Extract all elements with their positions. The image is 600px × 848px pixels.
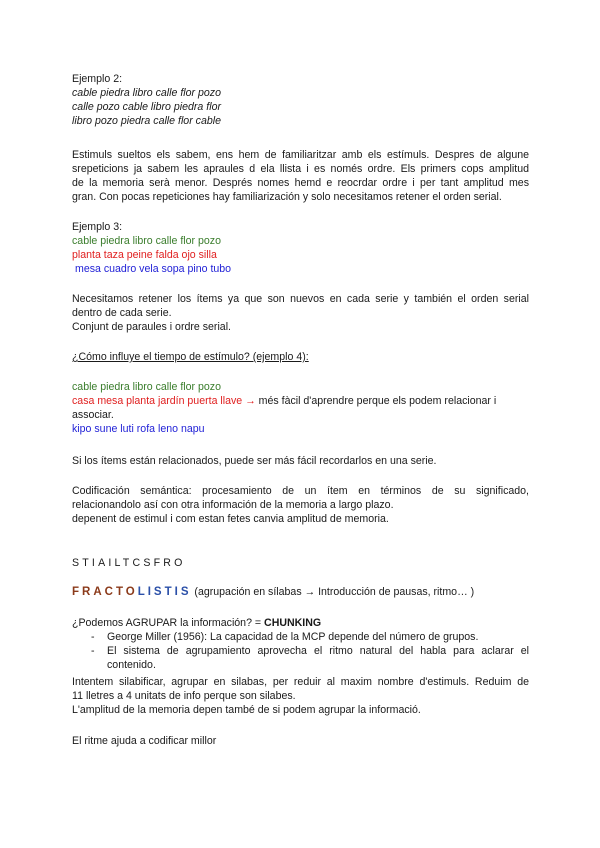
bullet-2-text: El sistema de agrupamiento aprovecha el ritmo natural del habla para aclarar el bbox=[107, 645, 529, 657]
bullet-dash-1: - bbox=[91, 631, 95, 643]
example2-line-3: libro pozo piedra calle flor cable bbox=[72, 115, 221, 127]
scrambled-letters: STIAILTCSFRO bbox=[72, 557, 186, 569]
bullet-1-text: George Miller (1956): La capacidad de la MCP depende del número de grupos. bbox=[107, 631, 479, 643]
para6: El ritme ajuda a codificar millor bbox=[72, 735, 217, 747]
para2-line-1: Necesitamos retener los ítems ya que son nuevos en cada serie y también el orden serial bbox=[72, 293, 529, 305]
para3: Si los ítems están relacionados, puede ser más fácil recordarlos en una serie. bbox=[72, 455, 437, 467]
example3-title: Ejemplo 3: bbox=[72, 221, 123, 233]
para1-line-1: Estimuls sueltos els sabem, ens hem de familiaritzar amb els estímuls. Despres de algune bbox=[72, 149, 529, 161]
para2-line-3: Conjunt de paraules i ordre serial. bbox=[72, 321, 231, 333]
para5-line-1: Intentem silabificar, agrupar en silabas, per reduir al maxim nombre d'estimuls. Reduim de bbox=[72, 676, 529, 688]
chunking-question-text: ¿Podemos AGRUPAR la información? = bbox=[72, 617, 265, 629]
example2-line-2: calle pozo cable libro piedra flor bbox=[72, 101, 221, 113]
para5-line-3: L'amplitud de la memoria depen també de si podem agrupar la informació. bbox=[72, 704, 421, 716]
fractolistis-word bbox=[72, 586, 191, 598]
para4-line-3: depenent de estimul i com estan fetes canvia amplitud de memoria. bbox=[72, 513, 389, 525]
fractolistis-part2: LISTIS bbox=[137, 586, 192, 598]
example3-blue-series: mesa cuadro vela sopa pino tubo bbox=[75, 263, 232, 275]
chunking-term: CHUNKING bbox=[264, 617, 322, 629]
fractolistis-part1: FRACTO bbox=[72, 586, 138, 598]
example4-green-series: cable piedra libro calle flor pozo bbox=[72, 381, 221, 393]
para1-line-3: de la memoria serà menor. Després nomes hemd e reocrdar ordre i per tant amplitud mes bbox=[72, 177, 529, 189]
example2-title: Ejemplo 2: bbox=[72, 73, 123, 85]
example4-heading: ¿Cómo influye el tiempo de estímulo? (ejemplo 4): bbox=[72, 351, 309, 363]
fractolistis-note: (agrupación en sílabas → Introducción de pausas, ritmo… ) bbox=[191, 586, 475, 598]
example4-red-comment-cont: associar. bbox=[72, 409, 114, 421]
example2-line-1: cable piedra libro calle flor pozo bbox=[72, 87, 221, 99]
para1-line-4: gran. Con pocas repeticiones hay familiarización y solo necesitamos retener el orden serial. bbox=[72, 191, 502, 203]
para4-line-1: Codificación semántica: procesamiento de un ítem en términos de su significado, bbox=[72, 485, 529, 497]
example4-blue-series: kipo sune luti rofa leno napu bbox=[72, 423, 205, 435]
para2-line-2: dentro de cada serie. bbox=[72, 307, 172, 319]
example3-green-series: cable piedra libro calle flor pozo bbox=[72, 235, 221, 247]
example3-red-series: planta taza peine falda ojo silla bbox=[72, 249, 217, 261]
para4-line-2: relacionandolo así con otra información de la memoria a largo plazo. bbox=[72, 499, 394, 511]
fractolistis-line bbox=[72, 585, 474, 599]
example4-red-line bbox=[72, 394, 496, 408]
example4-red-comment: més fàcil d'aprendre perque els podem relacionar i bbox=[255, 395, 497, 407]
para5-line-2: 11 lletres a 4 unitats de info perque son silabes. bbox=[72, 690, 296, 702]
example4-red-series: casa mesa planta jardín puerta llave → bbox=[72, 395, 256, 407]
chunking-question bbox=[72, 616, 321, 630]
para1-line-2: srepeticions ja sabem les apraules d ela llista i es només ordre. Els primers cops amplitud bbox=[72, 163, 529, 175]
bullet-dash-2: - bbox=[91, 645, 95, 657]
bullet-2-text-cont: contenido. bbox=[107, 659, 156, 671]
